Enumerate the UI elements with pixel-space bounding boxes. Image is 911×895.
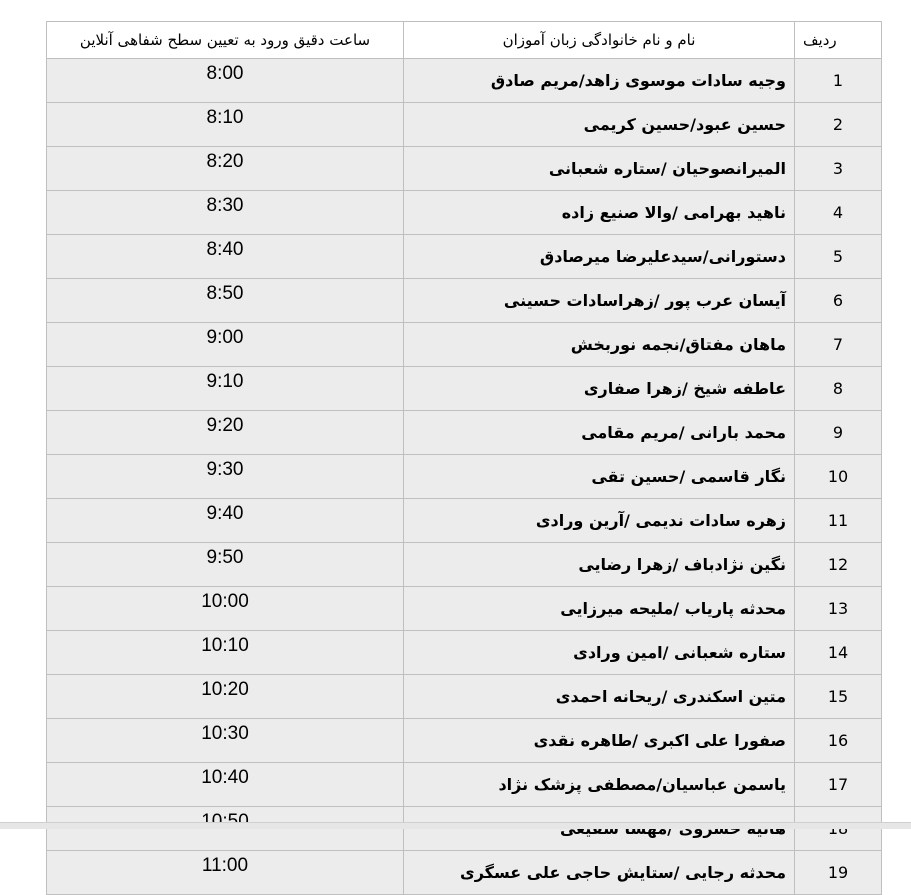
row-time: 10:30: [47, 719, 404, 763]
table-body: [47, 59, 882, 895]
row-name: ستاره شعبانی /امین ورادی: [404, 631, 795, 675]
schedule-sheet: [46, 21, 882, 895]
row-time: 10:40: [47, 763, 404, 807]
row-name: عاطفه شیخ /زهرا صفاری: [404, 367, 795, 411]
table-row: [47, 851, 882, 895]
row-time: 8:50: [47, 279, 404, 323]
row-index: 5: [795, 235, 882, 279]
row-name: متین اسکندری /ریحانه احمدی: [404, 675, 795, 719]
table-row: [47, 235, 882, 279]
row-index: 7: [795, 323, 882, 367]
row-name: یاسمن عباسیان/مصطفی پزشک نژاد: [404, 763, 795, 807]
row-time: 9:00: [47, 323, 404, 367]
row-time: 9:30: [47, 455, 404, 499]
row-time: 8:40: [47, 235, 404, 279]
table-row: [47, 103, 882, 147]
row-index: 11: [795, 499, 882, 543]
row-time: 8:10: [47, 103, 404, 147]
header-index: ردیف: [795, 22, 882, 59]
row-time: 8:30: [47, 191, 404, 235]
row-index: 16: [795, 719, 882, 763]
row-index: 12: [795, 543, 882, 587]
row-name: صفورا علی اکبری /طاهره نقدی: [404, 719, 795, 763]
row-time: 10:20: [47, 675, 404, 719]
table-row: [47, 763, 882, 807]
row-time: 11:00: [47, 851, 404, 895]
row-name: المیرانصوحیان /ستاره شعبانی: [404, 147, 795, 191]
row-time: 10:10: [47, 631, 404, 675]
table-row: [47, 499, 882, 543]
row-index: 4: [795, 191, 882, 235]
table-row: [47, 279, 882, 323]
row-time: 10:00: [47, 587, 404, 631]
table-row: [47, 411, 882, 455]
table-row: [47, 367, 882, 411]
row-index: 9: [795, 411, 882, 455]
table-row: [47, 191, 882, 235]
schedule-table: [46, 21, 882, 895]
row-index: 10: [795, 455, 882, 499]
header-name: نام و نام خانوادگی زبان آموزان: [404, 22, 795, 59]
row-index: 3: [795, 147, 882, 191]
table-row: [47, 323, 882, 367]
row-time: 9:40: [47, 499, 404, 543]
header-row: [47, 22, 882, 59]
row-name: محدثه رجایی /ستایش حاجی علی عسگری: [404, 851, 795, 895]
row-time: 9:20: [47, 411, 404, 455]
table-header: [47, 22, 882, 59]
table-row: [47, 59, 882, 103]
row-index: 1: [795, 59, 882, 103]
table-row: [47, 719, 882, 763]
row-time: 9:50: [47, 543, 404, 587]
row-index: 19: [795, 851, 882, 895]
table-row: [47, 631, 882, 675]
row-index: 6: [795, 279, 882, 323]
row-name: ناهید بهرامی /والا صنیع زاده: [404, 191, 795, 235]
row-name: نگار قاسمی /حسین تقی: [404, 455, 795, 499]
table-row: [47, 543, 882, 587]
row-name: ماهان مفتاق/نجمه نوربخش: [404, 323, 795, 367]
row-index: 2: [795, 103, 882, 147]
row-time: 9:10: [47, 367, 404, 411]
row-name: نگین نژادباف /زهرا رضایی: [404, 543, 795, 587]
row-name: دستورانی/سیدعلیرضا میرصادق: [404, 235, 795, 279]
row-name: محمد بارانی /مریم مقامی: [404, 411, 795, 455]
row-name: حسین عبود/حسین کریمی: [404, 103, 795, 147]
table-row: [47, 147, 882, 191]
row-time: 8:00: [47, 59, 404, 103]
row-name: آیسان عرب پور /زهراسادات حسینی: [404, 279, 795, 323]
row-index: 8: [795, 367, 882, 411]
row-index: 13: [795, 587, 882, 631]
table-row: [47, 675, 882, 719]
table-row: [47, 455, 882, 499]
row-index: 17: [795, 763, 882, 807]
table-row: [47, 587, 882, 631]
row-name: محدثه پاریاب /ملیحه میرزایی: [404, 587, 795, 631]
header-time: ساعت دقیق ورود به تعیین سطح شفاهی آنلاین: [47, 22, 404, 59]
row-index: 14: [795, 631, 882, 675]
row-index: 15: [795, 675, 882, 719]
row-time: 8:20: [47, 147, 404, 191]
row-name: وجیه سادات موسوی زاهد/مریم صادق: [404, 59, 795, 103]
row-name: زهره سادات ندیمی /آرین ورادی: [404, 499, 795, 543]
